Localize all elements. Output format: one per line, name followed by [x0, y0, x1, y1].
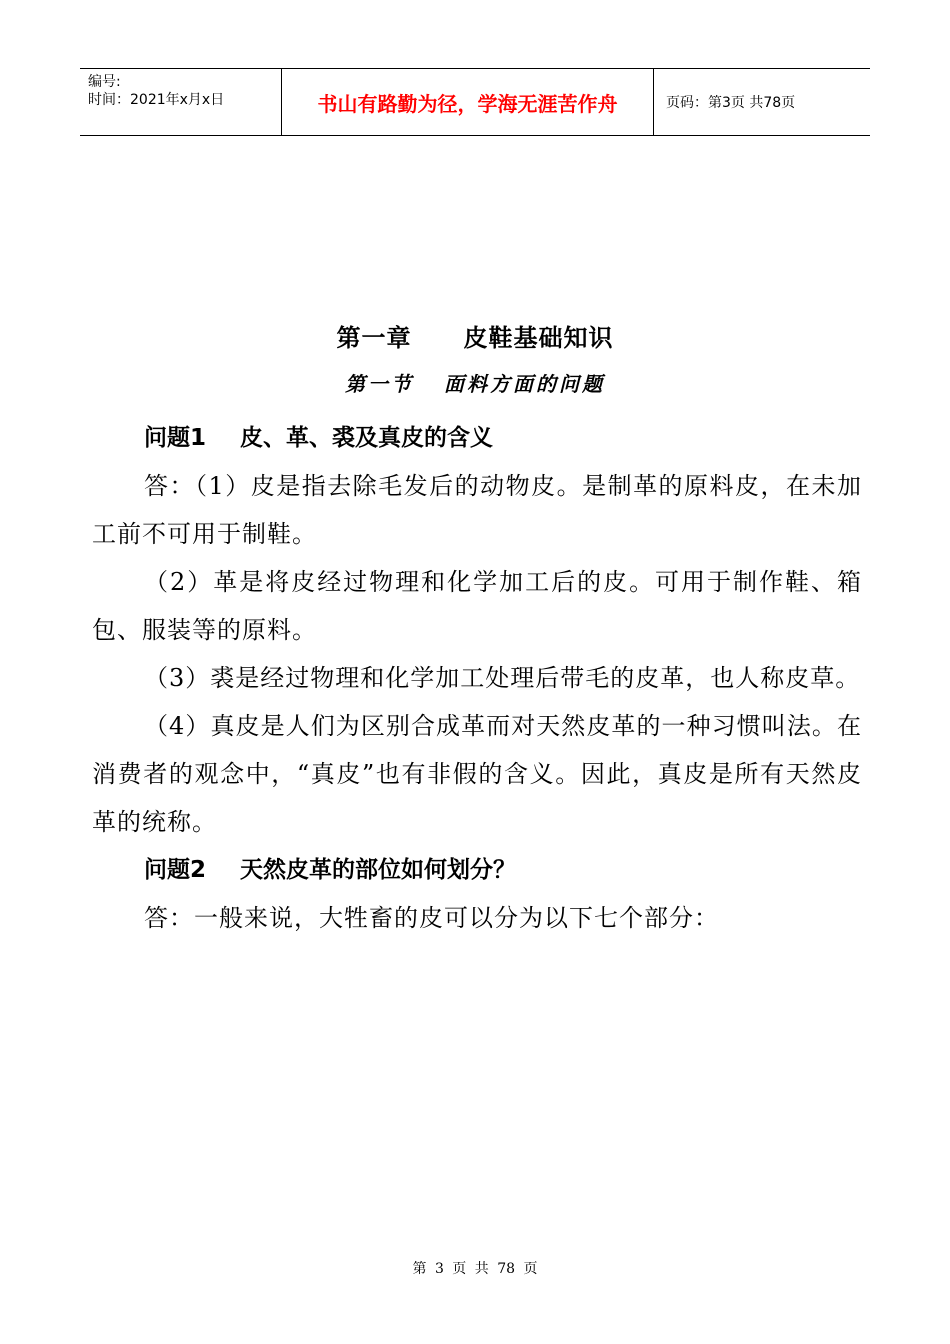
chapter-number: 第一章 [336, 324, 412, 352]
section-number: 第一节 [345, 372, 414, 396]
page-header [80, 68, 870, 136]
page-footer: 第 3 页 共 78 页 [412, 1261, 538, 1277]
header-page-label: 页码：第3页 共78页 [666, 95, 796, 111]
section-title [0, 368, 950, 397]
chapter-name: 皮鞋基础知识 [463, 324, 614, 352]
question-2-heading [92, 846, 862, 894]
section-name: 面料方面的问题 [444, 372, 605, 396]
time-label: 时间：2021年x月x日 [88, 92, 225, 108]
answer-paragraph: 答：一般来说，大牲畜的皮可以分为以下七个部分： [144, 904, 719, 932]
header-motto: 书山有路勤为径，学海无涯苦作舟 [282, 69, 654, 135]
answer-paragraph: 答：（1）皮是指去除毛发后的动物皮。是制革的原料皮，在未加工前不可用于制鞋。 [92, 472, 862, 548]
question-1-number: 问题1 [144, 425, 207, 451]
chapter-title [0, 318, 950, 353]
document-body [92, 414, 862, 942]
answer-paragraph: （3）裘是经过物理和化学加工处理后带毛的皮革，也人称皮草。 [144, 664, 861, 692]
question-1-title: 皮、革、裘及真皮的含义 [240, 425, 493, 451]
question-1-heading [92, 414, 862, 462]
question-2-number: 问题2 [144, 857, 207, 883]
doc-number-label: 编号: [88, 74, 121, 90]
answer-paragraph: （2）革是将皮经过物理和化学加工后的皮。可用于制作鞋、箱包、服装等的原料。 [92, 568, 862, 644]
question-2-title: 天然皮革的部位如何划分？ [240, 857, 516, 883]
answer-paragraph: （4）真皮是人们为区别合成革而对天然皮革的一种习惯叫法。在消费者的观念中，“真皮”也有非假的含义。因此，真皮是所有天然皮革的统称。 [92, 712, 862, 836]
header-meta [80, 69, 282, 135]
